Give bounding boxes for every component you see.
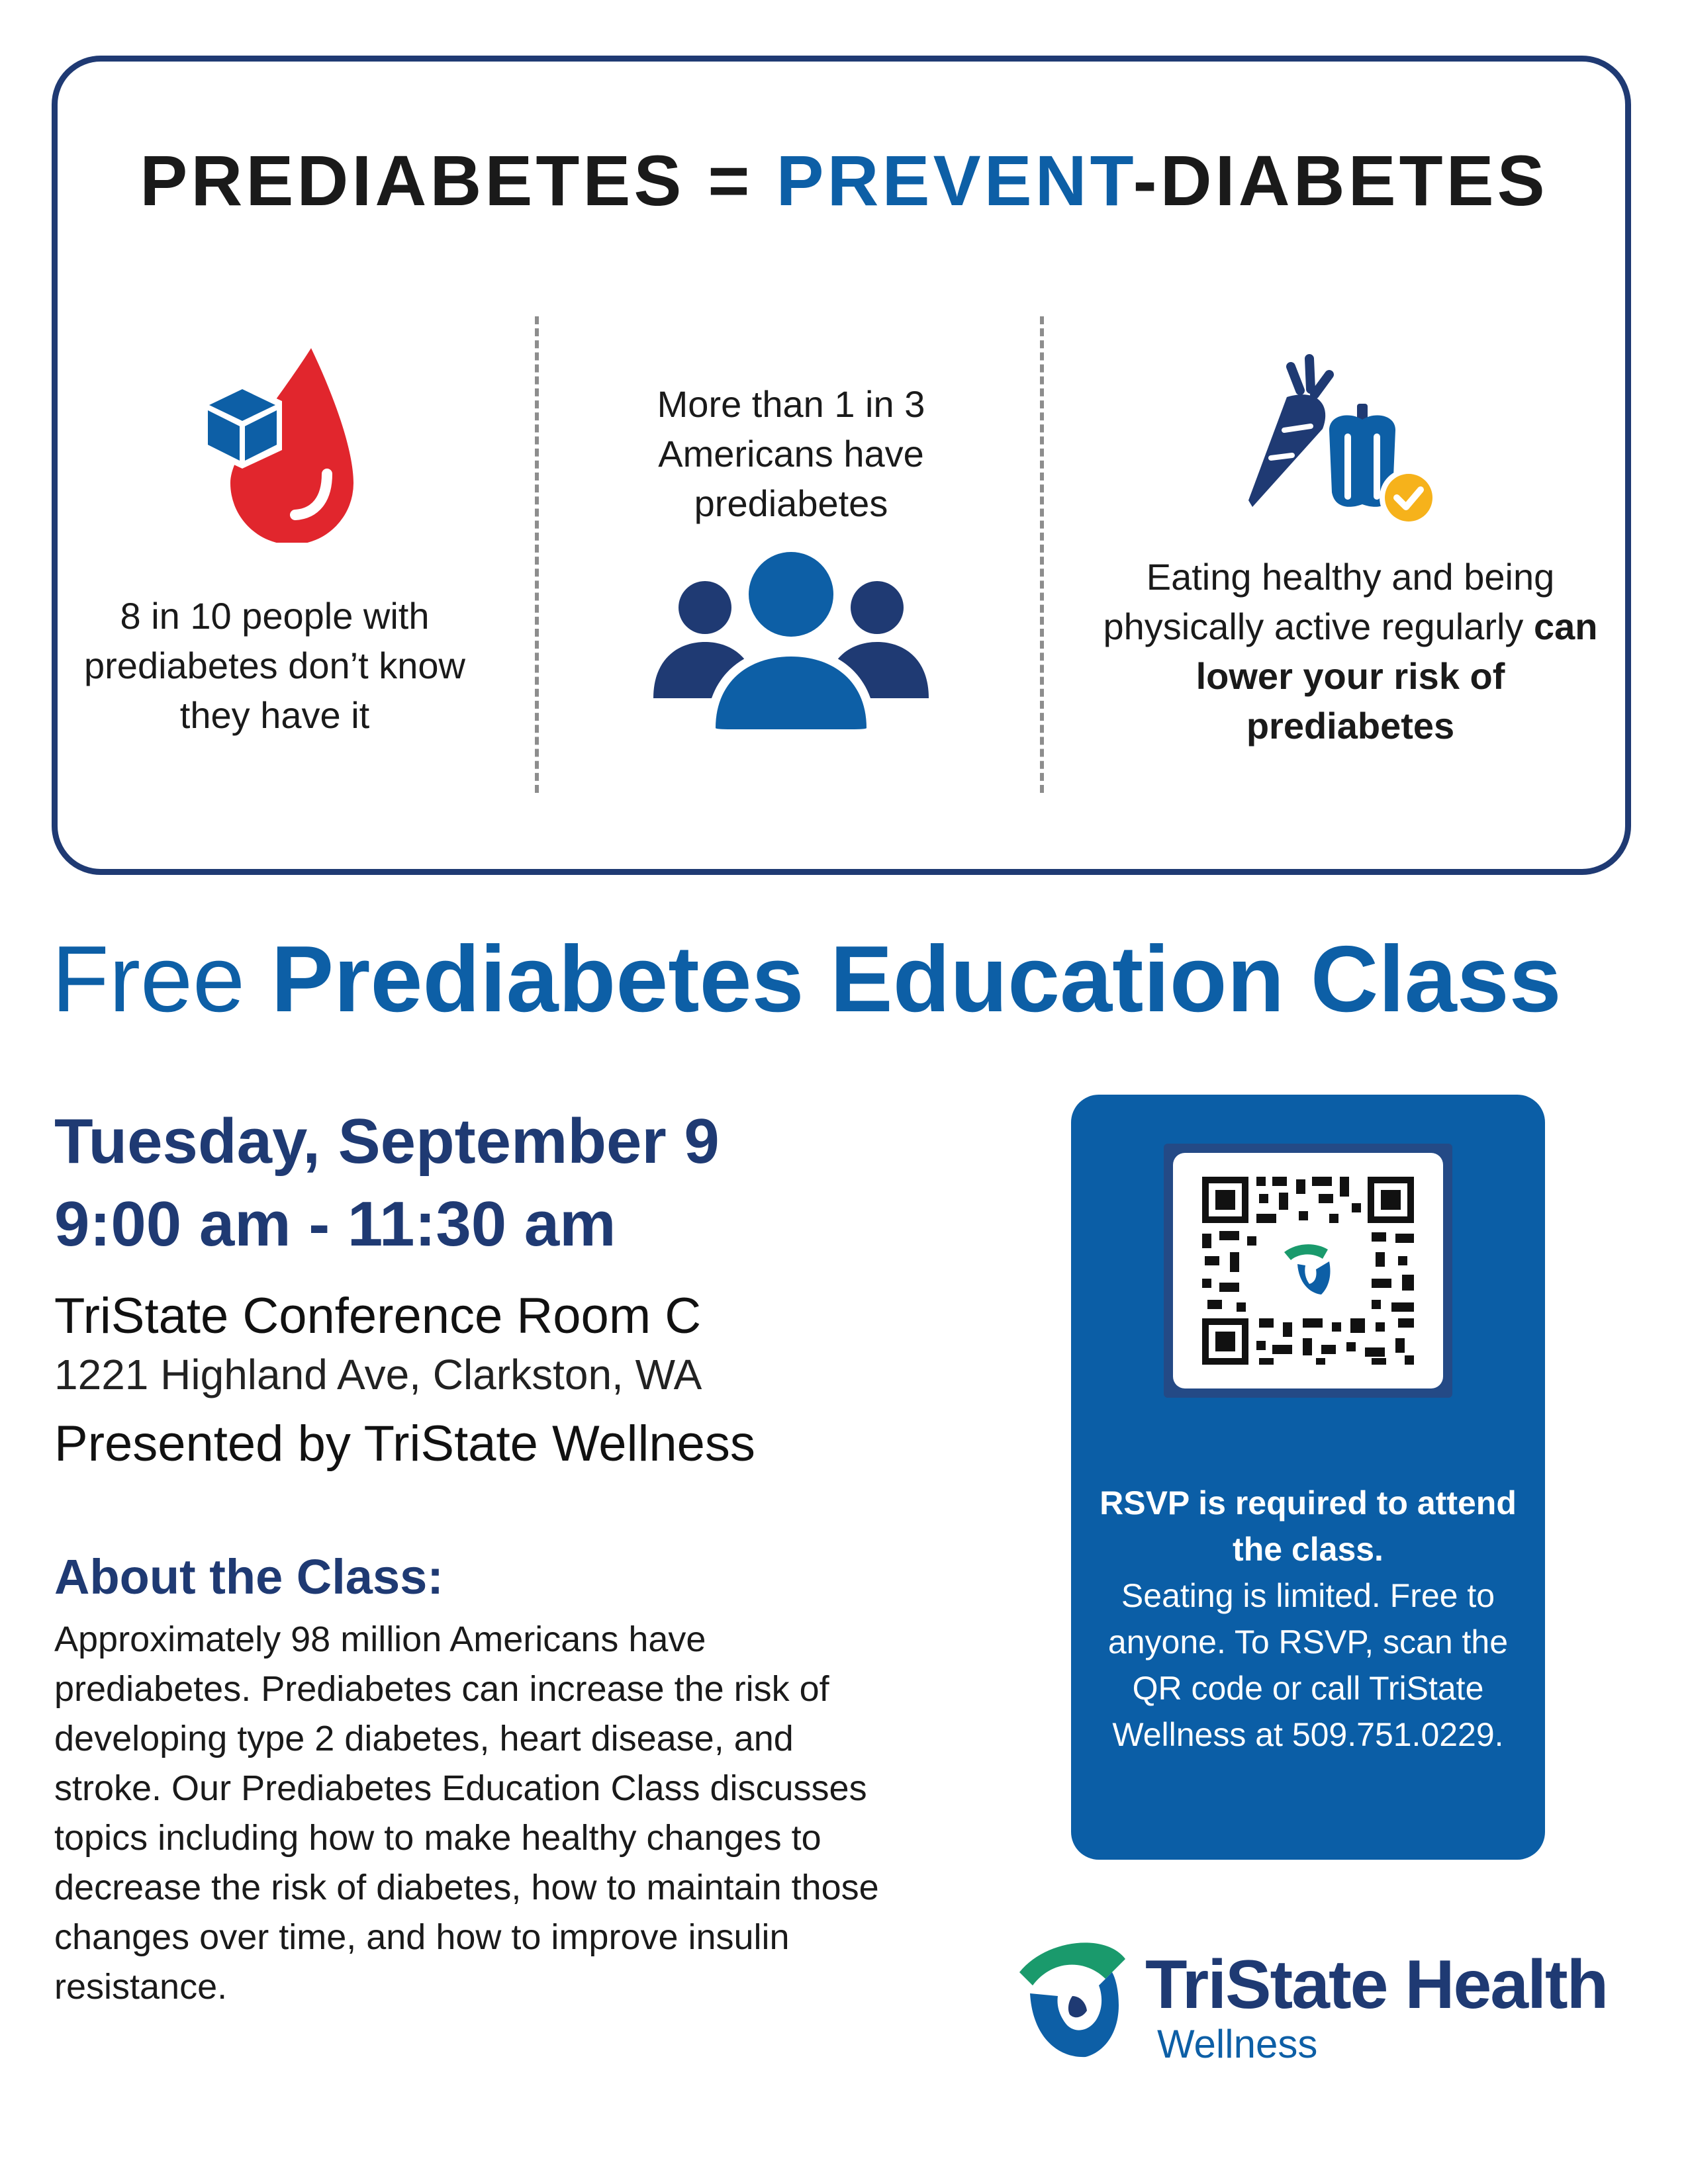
page-headline [0, 139, 1688, 222]
qr-code-graphic [1173, 1153, 1443, 1388]
rsvp-text [1091, 1480, 1525, 1758]
logo-name: TriState Health [1145, 1946, 1608, 2023]
tristate-logo-mark-icon [1006, 1933, 1139, 2065]
rsvp-card [1071, 1095, 1545, 1860]
fact-3-text [1099, 552, 1602, 751]
fact-2-text: More than 1 in 3 Americans have prediabetes [657, 383, 925, 524]
fact-3-text-bold: can lower your risk of prediabetes [1196, 606, 1598, 747]
class-title-free: Free [52, 927, 271, 1032]
fact-3-text-plain: Eating healthy and being physically active regularly [1103, 556, 1555, 647]
class-title [52, 923, 1660, 1036]
blood-drop-sugar-cube-icon [185, 344, 371, 543]
class-presenter: Presented by TriState Wellness [54, 1416, 755, 1472]
class-title-name: Prediabetes Education Class [271, 927, 1562, 1032]
class-time: 9:00 am - 11:30 am [54, 1189, 616, 1259]
people-group-icon [652, 543, 930, 731]
about-body: Approximately 98 million Americans have prediabetes. Prediabetes can increase the risk of developing type 2 diabetes, heart disease, and stroke. Our Prediabetes Education Class discusses topics including how to make healthy changes to decrease the risk of diabetes, how to maintain those changes over time, and how to improve insulin resistance. [54, 1619, 879, 2007]
headline-part-2: -DIABETES [1133, 140, 1548, 220]
vegetables-checkmark-icon [1244, 351, 1443, 536]
rsvp-required-text: RSVP is required to attend the class. [1100, 1484, 1517, 1568]
tristate-health-logo [1006, 1933, 1615, 2078]
class-venue: TriState Conference Room C [54, 1288, 702, 1344]
column-divider-right [1040, 316, 1044, 793]
fact-1-text: 8 in 10 people with prediabetes don’t know they have it [84, 595, 465, 736]
headline-part-1: PREDIABETES = [140, 140, 776, 220]
qr-code-frame [1164, 1144, 1452, 1398]
rsvp-details-text: Seating is limited. Free to anyone. To RSVP, scan the QR code or call TriState Wellness at 509.751.0229. [1107, 1577, 1509, 1753]
qr-code-icon[interactable] [1173, 1153, 1443, 1388]
class-date: Tuesday, September 9 [54, 1106, 720, 1177]
column-divider-left [535, 316, 539, 793]
about-heading: About the Class: [54, 1549, 444, 1604]
logo-subtitle: Wellness [1157, 2022, 1318, 2066]
class-address: 1221 Highland Ave, Clarkston, WA [54, 1351, 702, 1398]
headline-accent: PREVENT [776, 140, 1133, 220]
